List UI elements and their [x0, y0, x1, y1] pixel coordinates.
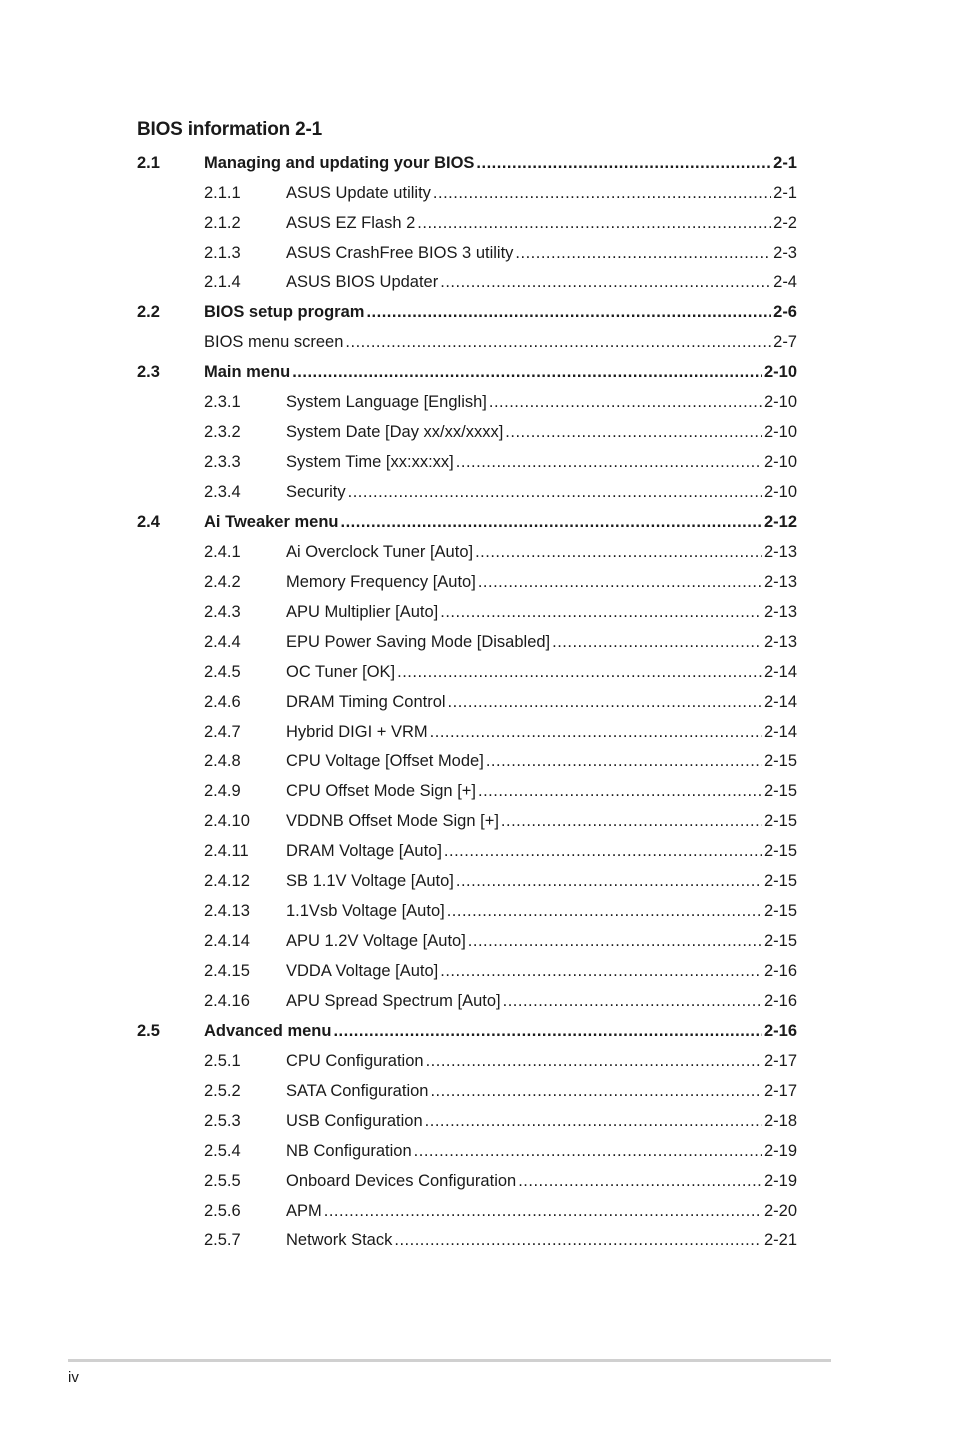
toc-entry-page: 2-19 [763, 1171, 797, 1190]
toc-entry-page: 2-1 [773, 153, 797, 172]
toc-entry-page: 2-17 [763, 1081, 797, 1100]
dot-leader [430, 724, 762, 741]
toc-entry-2-5-1[interactable] [137, 1046, 797, 1076]
dot-leader [394, 1232, 762, 1249]
toc-entry-title: Advanced menu [204, 1021, 332, 1040]
toc-entry-number: 2.4.3 [204, 602, 241, 621]
toc-entry-title: SB 1.1V Voltage [Auto] [286, 872, 454, 891]
toc-entry-number: 2.4.11 [204, 842, 249, 861]
toc-entry-page: 2-13 [763, 602, 797, 621]
toc-entry-2-3-4[interactable] [137, 477, 797, 507]
dot-leader [476, 155, 771, 172]
toc-entry-title: CPU Voltage [Offset Mode] [286, 752, 484, 771]
toc-entry-title: System Language [English] [286, 393, 487, 412]
toc-entry-page: 2-14 [763, 662, 797, 681]
toc-entry-page: 2-6 [773, 303, 797, 322]
dot-leader [397, 664, 762, 681]
toc-entry-page: 2-10 [763, 423, 797, 442]
toc-entry-number: 2.5.5 [204, 1171, 241, 1190]
toc-entry-title: Security [286, 483, 346, 502]
toc-entry-2-4-3[interactable] [137, 597, 797, 627]
toc-entry-title: APU Multiplier [Auto] [286, 602, 439, 621]
dot-leader [433, 185, 771, 202]
toc-entry-number: 2.4.15 [204, 962, 250, 981]
dot-leader [456, 873, 762, 890]
dot-leader [468, 933, 762, 950]
toc-entry-number: 2.5.1 [204, 1051, 241, 1070]
dot-leader [518, 1173, 762, 1190]
toc-entry-title: ASUS EZ Flash 2 [286, 213, 416, 232]
toc-entry-title: ASUS CrashFree BIOS 3 utility [286, 243, 514, 262]
toc-entry-2-4-12[interactable] [137, 867, 797, 897]
footer-page-number: iv [68, 1369, 79, 1386]
toc-entry-number: 2.3.4 [204, 483, 241, 502]
toc-entry-title: ASUS BIOS Updater [286, 273, 439, 292]
dot-leader [447, 903, 762, 920]
toc-entry-2-1-3[interactable] [137, 238, 797, 268]
toc-entry-2-5[interactable] [137, 1016, 797, 1046]
toc-entry-page: 2-15 [763, 812, 797, 831]
toc-entry-number: 2.3.1 [204, 393, 241, 412]
toc-entry-page: 2-10 [763, 483, 797, 502]
toc-entry-2-1-4[interactable] [137, 268, 797, 298]
toc-entry-number: 2.2 [137, 303, 160, 322]
toc-entry-number: 2.3.3 [204, 453, 241, 472]
toc-entry-number: 2.5 [137, 1021, 160, 1040]
toc-entry-2-4-11[interactable] [137, 837, 797, 867]
toc-entry-page: 2-10 [763, 363, 797, 382]
toc-entry-item-6[interactable] [137, 328, 797, 358]
table-of-contents [137, 148, 797, 1256]
toc-entry-2-3[interactable] [137, 358, 797, 388]
toc-entry-title: APU Spread Spectrum [Auto] [286, 991, 501, 1010]
toc-entry-page: 2-15 [763, 842, 797, 861]
toc-entry-page: 2-15 [763, 752, 797, 771]
toc-entry-page: 2-15 [763, 932, 797, 951]
toc-entry-title: BIOS setup program [204, 303, 365, 322]
toc-entry-title: Managing and updating your BIOS [204, 153, 475, 172]
toc-entry-title: System Date [Day xx/xx/xxxx] [286, 423, 504, 442]
toc-entry-number: 2.4.14 [204, 932, 250, 951]
toc-entry-title: NB Configuration [286, 1141, 412, 1160]
dot-leader [341, 514, 762, 531]
toc-entry-number: 2.5.3 [204, 1111, 241, 1130]
toc-entry-page: 2-12 [763, 512, 797, 531]
toc-entry-title: USB Configuration [286, 1111, 423, 1130]
toc-entry-2-5-6[interactable] [137, 1196, 797, 1226]
toc-entry-page: 2-21 [763, 1231, 797, 1250]
toc-entry-title: ASUS Update utility [286, 183, 431, 202]
toc-entry-title: VDDA Voltage [Auto] [286, 962, 439, 981]
toc-entry-number: 2.4.6 [204, 692, 241, 711]
toc-entry-number: 2.4 [137, 512, 160, 531]
toc-entry-title: Ai Overclock Tuner [Auto] [286, 542, 474, 561]
toc-entry-2-5-3[interactable] [137, 1106, 797, 1136]
toc-entry-title: DRAM Timing Control [286, 692, 446, 711]
dot-leader [333, 1023, 762, 1040]
toc-entry-2-4-4[interactable] [137, 627, 797, 657]
dot-leader [417, 215, 771, 232]
dot-leader [430, 1083, 762, 1100]
toc-entry-2-1-1[interactable] [137, 178, 797, 208]
toc-entry-number: 2.5.6 [204, 1201, 241, 1220]
dot-leader [456, 454, 762, 471]
toc-entry-page: 2-13 [763, 542, 797, 561]
dot-leader [345, 334, 771, 351]
toc-entry-number: 2.4.13 [204, 902, 250, 921]
toc-entry-number: 2.4.12 [204, 872, 250, 891]
toc-entry-title: 1.1Vsb Voltage [Auto] [286, 902, 445, 921]
toc-entry-2-4-10[interactable] [137, 807, 797, 837]
chapter-title: BIOS information 2-1 [137, 119, 322, 140]
dot-leader [505, 424, 762, 441]
toc-entry-2-4-13[interactable] [137, 896, 797, 926]
toc-entry-page: 2-16 [763, 991, 797, 1010]
toc-entry-title: BIOS menu screen [204, 333, 344, 352]
dot-leader [448, 694, 762, 711]
toc-entry-title: Onboard Devices Configuration [286, 1171, 517, 1190]
dot-leader [489, 394, 762, 411]
toc-entry-page: 2-14 [763, 722, 797, 741]
toc-entry-number: 2.5.4 [204, 1141, 241, 1160]
toc-entry-title: OC Tuner [OK] [286, 662, 396, 681]
toc-entry-title: Network Stack [286, 1231, 393, 1250]
dot-leader [475, 544, 762, 561]
toc-entry-page: 2-15 [763, 872, 797, 891]
dot-leader [414, 1143, 762, 1160]
toc-entry-number: 2.5.7 [204, 1231, 241, 1250]
toc-entry-2-4[interactable] [137, 507, 797, 537]
toc-entry-page: 2-16 [763, 962, 797, 981]
toc-entry-page: 2-14 [763, 692, 797, 711]
toc-entry-number: 2.3 [137, 363, 160, 382]
toc-entry-2-5-4[interactable] [137, 1136, 797, 1166]
toc-entry-number: 2.1 [137, 153, 160, 172]
dot-leader [366, 304, 771, 321]
toc-entry-title: System Time [xx:xx:xx] [286, 453, 454, 472]
toc-entry-title: Ai Tweaker menu [204, 512, 339, 531]
toc-entry-page: 2-13 [763, 572, 797, 591]
toc-entry-number: 2.4.9 [204, 782, 241, 801]
toc-entry-2-4-8[interactable] [137, 747, 797, 777]
dot-leader [324, 1203, 762, 1220]
toc-entry-number: 2.1.2 [204, 213, 241, 232]
dot-leader [478, 574, 762, 591]
toc-entry-page: 2-10 [763, 453, 797, 472]
toc-entry-title: SATA Configuration [286, 1081, 429, 1100]
toc-entry-number: 2.4.2 [204, 572, 241, 591]
toc-entry-2-4-16[interactable] [137, 986, 797, 1016]
dot-leader [501, 813, 762, 830]
toc-entry-page: 2-10 [763, 393, 797, 412]
toc-entry-title: DRAM Voltage [Auto] [286, 842, 442, 861]
dot-leader [478, 783, 762, 800]
toc-entry-2-4-6[interactable] [137, 687, 797, 717]
toc-entry-title: CPU Configuration [286, 1051, 424, 1070]
dot-leader [292, 364, 762, 381]
toc-entry-page: 2-19 [763, 1141, 797, 1160]
toc-entry-2-3-2[interactable] [137, 417, 797, 447]
toc-entry-number: 2.1.1 [204, 183, 241, 202]
toc-entry-2-4-2[interactable] [137, 567, 797, 597]
dot-leader [486, 753, 762, 770]
footer-divider [68, 1359, 831, 1362]
toc-entry-number: 2.4.1 [204, 542, 241, 561]
toc-entry-page: 2-18 [763, 1111, 797, 1130]
dot-leader [440, 963, 762, 980]
dot-leader [515, 245, 771, 262]
toc-entry-number: 2.3.2 [204, 423, 241, 442]
toc-entry-page: 2-3 [773, 243, 797, 262]
toc-entry-number: 2.4.7 [204, 722, 241, 741]
toc-entry-2-4-1[interactable] [137, 537, 797, 567]
toc-entry-2-3-1[interactable] [137, 388, 797, 418]
toc-entry-page: 2-1 [773, 183, 797, 202]
toc-entry-number: 2.4.4 [204, 632, 241, 651]
toc-entry-title: VDDNB Offset Mode Sign [+] [286, 812, 499, 831]
toc-entry-page: 2-16 [763, 1021, 797, 1040]
toc-entry-2-1-2[interactable] [137, 208, 797, 238]
toc-entry-2-4-14[interactable] [137, 926, 797, 956]
toc-entry-2-3-3[interactable] [137, 447, 797, 477]
toc-entry-page: 2-13 [763, 632, 797, 651]
toc-entry-title: APM [286, 1201, 322, 1220]
toc-entry-2-4-9[interactable] [137, 777, 797, 807]
toc-entry-number: 2.1.4 [204, 273, 241, 292]
toc-entry-2-4-5[interactable] [137, 657, 797, 687]
toc-entry-2-1[interactable] [137, 148, 797, 178]
toc-entry-number: 2.5.2 [204, 1081, 241, 1100]
toc-entry-title: Hybrid DIGI + VRM [286, 722, 428, 741]
toc-entry-title: APU 1.2V Voltage [Auto] [286, 932, 466, 951]
toc-entry-2-5-7[interactable] [137, 1226, 797, 1256]
dot-leader [503, 993, 762, 1010]
toc-entry-title: Memory Frequency [Auto] [286, 572, 476, 591]
toc-entry-title: Main menu [204, 363, 291, 382]
toc-entry-page: 2-17 [763, 1051, 797, 1070]
dot-leader [440, 604, 762, 621]
dot-leader [440, 274, 771, 291]
dot-leader [426, 1053, 762, 1070]
dot-leader [348, 484, 762, 501]
dot-leader [552, 634, 762, 651]
toc-entry-number: 2.4.10 [204, 812, 250, 831]
toc-entry-page: 2-2 [773, 213, 797, 232]
toc-entry-number: 2.4.8 [204, 752, 241, 771]
toc-entry-title: CPU Offset Mode Sign [+] [286, 782, 476, 801]
toc-entry-title: EPU Power Saving Mode [Disabled] [286, 632, 551, 651]
toc-entry-page: 2-15 [763, 782, 797, 801]
toc-entry-page: 2-15 [763, 902, 797, 921]
toc-entry-2-4-15[interactable] [137, 956, 797, 986]
toc-entry-page: 2-7 [773, 333, 797, 352]
toc-entry-2-2[interactable] [137, 298, 797, 328]
toc-entry-number: 2.1.3 [204, 243, 241, 262]
toc-entry-page: 2-4 [773, 273, 797, 292]
toc-entry-number: 2.4.16 [204, 991, 250, 1010]
toc-entry-2-4-7[interactable] [137, 717, 797, 747]
toc-entry-page: 2-20 [763, 1201, 797, 1220]
dot-leader [425, 1113, 762, 1130]
toc-entry-2-5-2[interactable] [137, 1076, 797, 1106]
dot-leader [444, 843, 762, 860]
toc-entry-number: 2.4.5 [204, 662, 241, 681]
toc-entry-2-5-5[interactable] [137, 1166, 797, 1196]
